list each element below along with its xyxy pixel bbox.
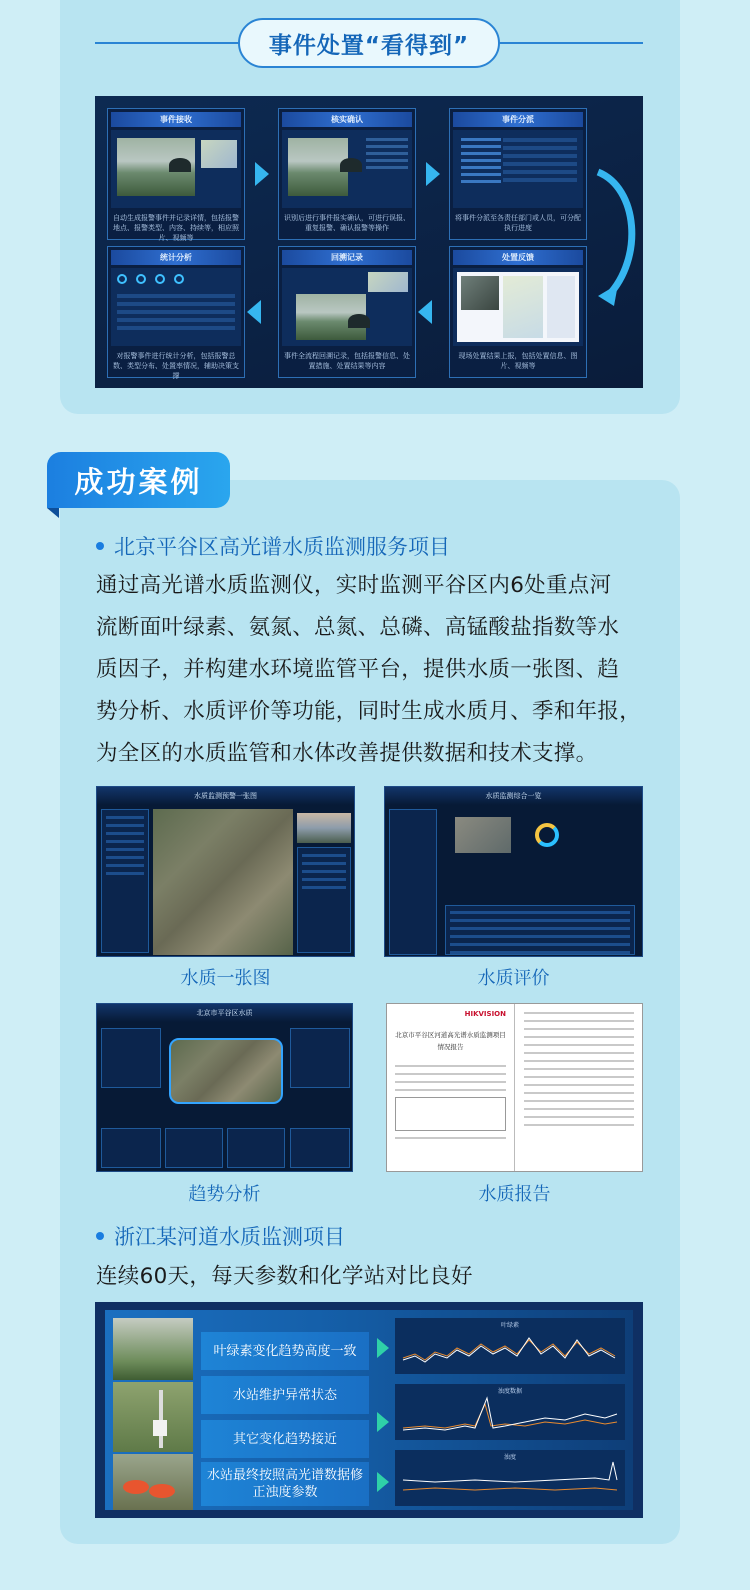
device-panel — [389, 809, 437, 955]
step-caption: 识别后进行事件报实确认，可进行误报、重复报警、确认报警等操作 — [284, 214, 410, 232]
bullet-dot-icon — [96, 542, 104, 550]
flow-curve-arrow-icon — [596, 168, 646, 308]
flow-arrow-left-icon — [247, 300, 261, 324]
chart-title: 浊度 — [503, 1454, 517, 1461]
chlorophyll-chart — [395, 1318, 625, 1374]
site-photo — [455, 817, 511, 853]
step-label: 核实确认 — [282, 112, 412, 127]
org-tree — [461, 138, 501, 187]
chevron-right-icon — [377, 1338, 389, 1358]
step-card-feedback — [449, 246, 587, 378]
title-line-left — [95, 42, 245, 44]
comparison-inner — [105, 1310, 633, 1510]
river-photo — [288, 138, 348, 196]
trend-panel — [101, 1128, 161, 1168]
station-pole-photo — [113, 1382, 193, 1452]
step-screenshot — [111, 268, 241, 346]
step-caption: 事件全流程回溯记录，包括报警信息、处置措施、处置结果等内容 — [284, 352, 410, 370]
chevron-right-icon — [377, 1472, 389, 1492]
trend-analysis-screenshot — [96, 1003, 353, 1172]
stats-table — [117, 294, 235, 334]
stat-rings — [111, 268, 241, 288]
water-quality-eval-screenshot — [384, 786, 643, 957]
dashboard-header: 水质监测综合一览 — [385, 787, 642, 805]
report-brand: HIKVISION — [464, 1010, 506, 1018]
detail-rows — [366, 138, 408, 173]
data-table — [445, 905, 635, 955]
step-screenshot — [453, 268, 583, 346]
turbidity-chart — [395, 1450, 625, 1506]
step-label: 回溯记录 — [282, 250, 412, 265]
project2-title: 浙江某河道水质监测项目 — [114, 1225, 345, 1249]
satellite-map — [169, 1038, 283, 1104]
step-card-dispatch — [449, 108, 587, 240]
trend-panel — [290, 1128, 350, 1168]
step-card-record — [278, 246, 416, 378]
water-quality-map-screenshot — [96, 786, 355, 957]
quality-gauge — [535, 823, 559, 847]
mobile-app-screens — [457, 272, 579, 342]
buoy-photo — [113, 1454, 193, 1510]
report-subtitle: 情况报告 — [437, 1043, 464, 1051]
screen-caption: 趋势分析 — [188, 1184, 261, 1205]
step-label: 事件分派 — [453, 112, 583, 127]
step-card-stats — [107, 246, 245, 378]
map-thumbnail — [201, 140, 237, 168]
river-photo — [117, 138, 195, 196]
project1-description — [96, 565, 656, 775]
chart-title: 叶绿素 — [500, 1322, 520, 1329]
turbidity-data-chart — [395, 1384, 625, 1440]
project1-title-row — [96, 531, 450, 561]
events-section-title: 事件处置“看得到” — [238, 18, 500, 68]
station-photos — [113, 1318, 193, 1510]
finding-label: 其它变化趋势接近 — [201, 1420, 369, 1458]
desc-line: 为全区的水质监管和水体改善提供数据和技术支撑。 — [96, 741, 598, 766]
step-screenshot — [282, 268, 412, 346]
screen-caption: 水质一张图 — [180, 968, 271, 989]
finding-label: 水站最终按照高光谱数据修正浊度参数 — [201, 1462, 369, 1506]
bullet-dot-icon — [96, 1232, 104, 1240]
title-line-right — [493, 42, 643, 44]
comparison-panel — [95, 1302, 643, 1518]
flow-arrow-right-icon — [255, 162, 269, 186]
step-caption: 现场处置结果上报，包括处置信息、图片、视频等 — [458, 352, 578, 370]
river-photo — [297, 813, 351, 843]
chart-title: 浊度数据 — [497, 1388, 523, 1395]
project1-title: 北京平谷区高光谱水质监测服务项目 — [114, 535, 450, 559]
step-screenshot — [111, 130, 241, 208]
report-page-left — [387, 1004, 515, 1171]
step-label: 事件接收 — [111, 112, 241, 127]
trend-panel — [227, 1128, 285, 1168]
event-flow-panel — [95, 96, 643, 388]
water-quality-report-screenshot — [386, 1003, 643, 1172]
step-screenshot — [453, 130, 583, 208]
trend-panel — [290, 1028, 350, 1088]
trend-panel — [101, 1028, 161, 1088]
project2-title-row — [96, 1221, 345, 1251]
dispatch-table — [503, 138, 577, 186]
step-caption: 将事件分派至各责任部门或人员，可分配执行进度 — [455, 214, 581, 232]
desc-line: 势分析、水质评价等功能，同时生成水质月、季和年报， — [96, 699, 642, 724]
screen-caption: 水质报告 — [478, 1184, 551, 1205]
chevron-right-icon — [377, 1412, 389, 1432]
finding-label: 叶绿素变化趋势高度一致 — [201, 1332, 369, 1370]
flow-arrow-right-icon — [426, 162, 440, 186]
events-section-header — [95, 18, 643, 68]
desc-line: 通过高光谱水质监测仪，实时监测平谷区内6处重点河 — [96, 573, 612, 598]
step-card-receive — [107, 108, 245, 240]
step-caption: 对报警事件进行统计分析，包括报警总数、类型分布、处置率情况，辅助决策支撑 — [113, 352, 239, 380]
right-panel — [297, 847, 351, 953]
step-label: 处置反馈 — [453, 250, 583, 265]
left-panel — [101, 809, 149, 953]
project2-summary: 连续60天，每天参数和化学站对比良好 — [96, 1264, 473, 1289]
step-caption: 自动生成报警事件并记录详情，包括报警地点、报警类型、内容、持续等，相应照片、视频等 — [113, 214, 239, 242]
river-photo — [296, 294, 366, 340]
report-title: 北京市平谷区河道高光谱水质监测项目 — [395, 1031, 506, 1039]
screen-caption: 水质评价 — [477, 968, 550, 989]
step-screenshot — [282, 130, 412, 208]
tab-fold — [47, 508, 59, 518]
satellite-map — [153, 809, 293, 955]
flow-arrow-left-icon — [418, 300, 432, 324]
report-table — [395, 1097, 506, 1131]
finding-label: 水站维护异常状态 — [201, 1376, 369, 1414]
desc-line: 质因子，并构建水环境监管平台，提供水质一张图、趋 — [96, 657, 620, 682]
report-page-right — [516, 1004, 642, 1171]
step-label: 统计分析 — [111, 250, 241, 265]
dashboard-header: 水质监测预警一张图 — [97, 787, 354, 805]
map-thumbnail — [368, 272, 408, 292]
trend-panel — [165, 1128, 223, 1168]
dashboard-header: 北京市平谷区水质 — [97, 1004, 352, 1022]
desc-line: 流断面叶绿素、氨氮、总氮、总磷、高锰酸盐指数等水 — [96, 615, 620, 640]
riverbank-photo — [113, 1318, 193, 1380]
step-card-verify — [278, 108, 416, 240]
cases-section-tab: 成功案例 — [47, 452, 230, 508]
